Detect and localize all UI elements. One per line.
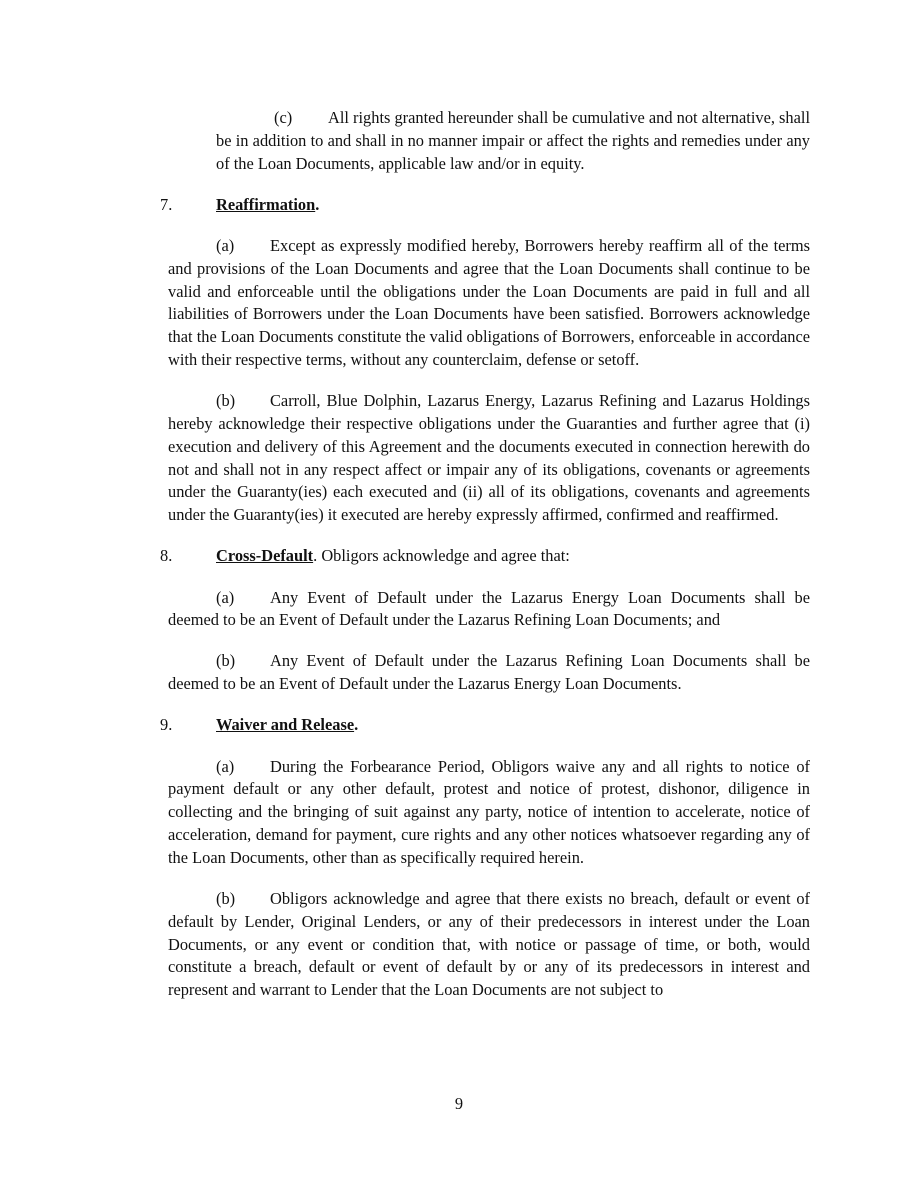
page-number: 9 xyxy=(454,1094,464,1113)
section-number: 8. xyxy=(160,546,173,566)
paragraph-label: (a) xyxy=(216,756,235,776)
section-number: 9. xyxy=(160,715,173,735)
paragraph-label: (b) xyxy=(216,889,236,909)
paragraph-label: (b) xyxy=(216,391,236,411)
section-title: Reaffirmation xyxy=(216,194,316,214)
document-body xyxy=(160,107,811,1020)
section-title: Cross-Default xyxy=(216,546,314,566)
paragraph-text: Except as expressly modified hereby, Borrowers hereby reaffirm all of the terms and provisions of the Loan Documents and agree that the Loan Documents shall continue to be valid and enforceable until the obligations under the Loan Documents are paid in full and all liabilities of Borrowers under the Loan Documents have been satisfied. Borrowers acknowledge that the Loan Documents constitute the valid obligations of Borrowers, enforceable in accordance with their respective terms, without any counterclaim, defense or setoff. xyxy=(168,235,810,369)
section-title-suffix: . Obligors acknowledge and agree that: xyxy=(313,546,570,566)
section-title: Waiver and Release xyxy=(216,715,355,735)
paragraph-text: Obligors acknowledge and agree that there exists no breach, default or event of default by Lender, Original Lenders, or any of their predecessors in interest under the Loan Documents, or any event or condition that, with notice or passage of time, or both, would constitute a breach, default or event of default by or any of its predecessors in interest and represent and warrant to Lender that the Loan Documents are not subject to xyxy=(168,889,810,1000)
paragraph-label: (a) xyxy=(216,587,235,607)
paragraph-label: (a) xyxy=(216,235,235,255)
section7-paragraph-a xyxy=(168,235,810,372)
section8-paragraph-a xyxy=(168,587,810,633)
paragraph-label: (b) xyxy=(216,651,236,671)
section7-paragraph-b xyxy=(168,390,810,527)
section9-heading xyxy=(160,714,802,737)
section9-paragraph-b xyxy=(168,888,810,1002)
section-title-suffix: . xyxy=(354,715,359,735)
paragraph-text: Carroll, Blue Dolphin, Lazarus Energy, Lazarus Refining and Lazarus Holdings hereby acknowledge their respective obligations under the Guaranties and further agree that (i) execution and delivery of this Agreement and the documents executed in connection herewith do not and shall not in any respect affect or impair any of its obligations, covenants or agreements under the Guaranty(ies) each executed and (ii) all of its obligations, covenants and agreements under the Guaranty(ies) it executed are hereby expressly affirmed, confirmed and reaffirmed. xyxy=(168,391,810,525)
paragraph-text: All rights granted hereunder shall be cumulative and not alternative, shall be in addition to and shall in no manner impair or affect the rights and remedies under any of the Loan Documents, applicable law and/or in equity. xyxy=(216,108,811,173)
paragraph-label: (c) xyxy=(274,108,293,127)
paragraph-text: Any Event of Default under the Lazarus Refining Loan Documents shall be deemed to be an Event of Default under the Lazarus Energy Loan Documents. xyxy=(168,651,810,694)
section-title-suffix: . xyxy=(315,194,320,214)
section9-paragraph-a xyxy=(168,756,810,870)
section6-paragraph-c xyxy=(216,107,810,175)
section7-heading xyxy=(160,194,802,217)
section8-paragraph-b xyxy=(168,650,810,696)
paragraph-text: Any Event of Default under the Lazarus Energy Loan Documents shall be deemed to be an Event of Default under the Lazarus Refining Loan Documents; and xyxy=(168,587,810,630)
paragraph-text: During the Forbearance Period, Obligors waive any and all rights to notice of payment default or any other default, protest and notice of protest, dishonor, diligence in collecting and the bringing of suit against any party, notice of intention to accelerate, notice of acceleration, demand for payment, cure rights and any other notices whatsoever regarding any of the Loan Documents, other than as specifically required herein. xyxy=(168,756,810,867)
section8-heading xyxy=(160,545,802,568)
section-number: 7. xyxy=(160,194,173,214)
